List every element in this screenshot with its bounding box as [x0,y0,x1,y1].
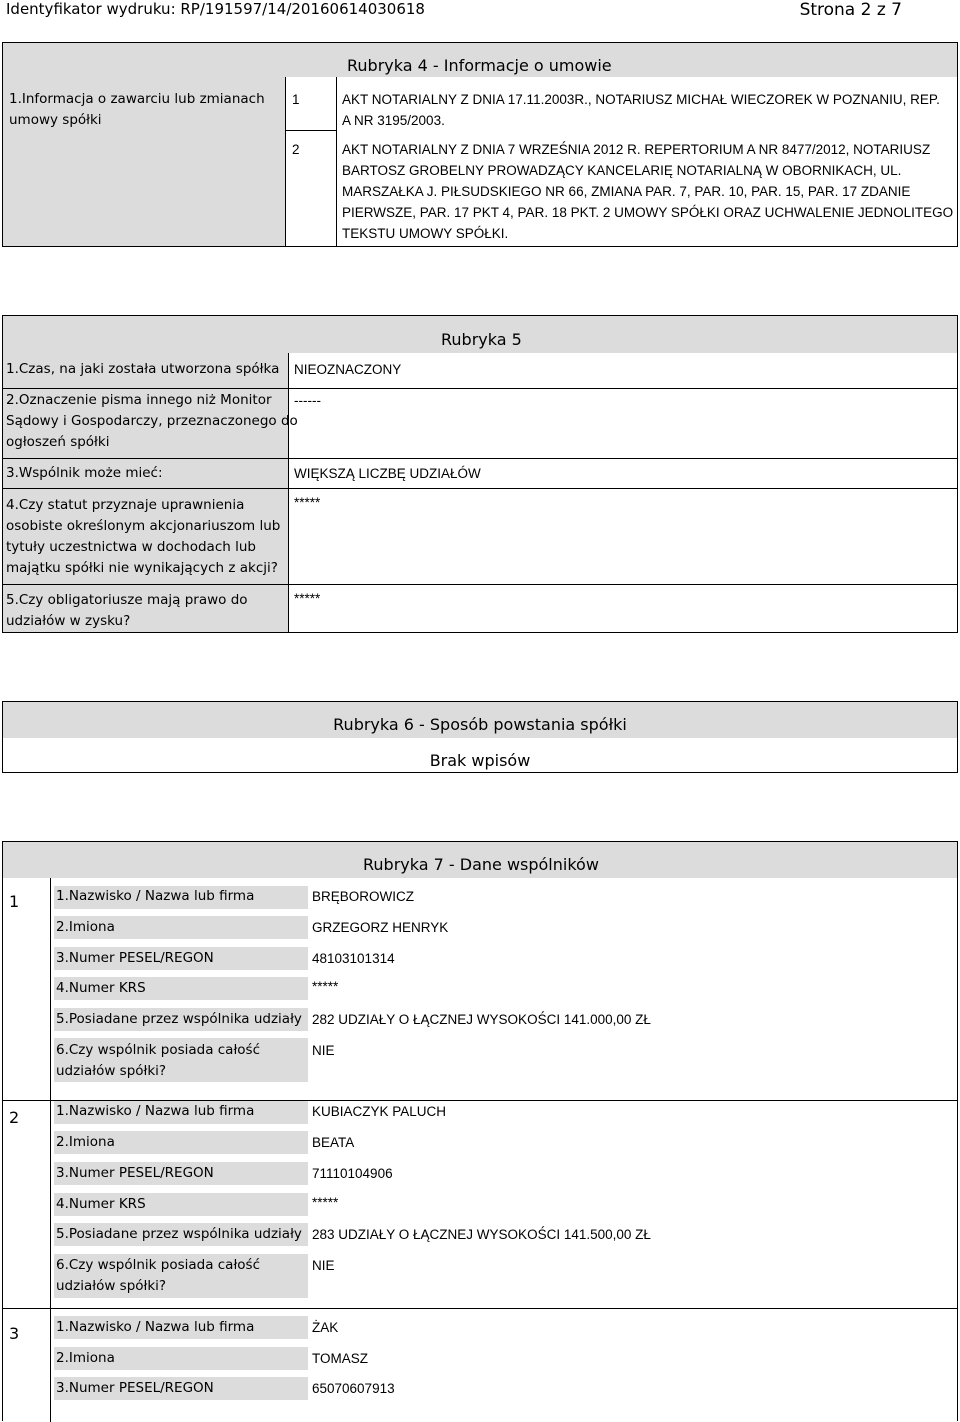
partner-number: 2 [9,1108,20,1127]
partner-name-value: ŻAK [312,1320,339,1335]
partner-krs-label [56,1194,146,1215]
section-title: Rubryka 6 - Sposób powstania spółki [333,715,627,734]
divider [50,878,51,1422]
partner-number: 1 [9,892,20,911]
text-line: majątku spółki nie wynikających z akcji? [6,560,278,576]
partner-pesel-value: 48103101314 [312,951,395,966]
print-identifier: Identyfikator wydruku: RP/191597/14/20160614030618 [6,0,425,18]
text-line: 3.Numer PESEL/REGON [56,1165,214,1181]
text-line: 5.Posiadane przez wspólnika udziały [56,1011,302,1027]
partner-firstnames-value: GRZEGORZ HENRYK [312,920,449,935]
partner-name-label [56,1317,254,1338]
partner-shares-label [56,1224,302,1245]
text-line: udziałów spółki? [56,1278,167,1294]
agreement-item-number: 2 [292,142,300,157]
text-line: 4.Czy statut przyznaje uprawnienia [6,497,245,513]
page-number: Strona 2 z 7 [799,0,902,20]
shares-value: WIĘKSZĄ LICZBĘ UDZIAŁÓW [294,466,481,481]
text-line: 2.Oznaczenie pisma innego niż Monitor [6,392,272,408]
partner-pesel-label [56,948,214,969]
partner-pesel-value: 71110104906 [312,1166,393,1181]
text-line: 1.Czas, na jaki została utworzona spółka [6,361,280,377]
divider [3,488,957,489]
text-line: A NR 3195/2003. [342,113,445,128]
text-line: 3.Wspólnik może mieć: [6,465,163,481]
text-line: udziałów w zysku? [6,613,131,629]
divider [3,458,957,459]
text-line: TEKSTU UMOWY SPÓŁKI. [342,226,509,241]
text-line: BARTOSZ GROBELNY PROWADZĄCY KANCELARIĘ NOTARIALNĄ W OBORNIKACH, UL. [342,163,902,178]
section-title: Rubryka 4 - Informacje o umowie [347,56,612,75]
partner-firstnames-label [56,917,115,938]
partner-number: 3 [9,1324,20,1343]
text-line: AKT NOTARIALNY Z DNIA 7 WRZEŚNIA 2012 R. REPERTORIUM A NR 8477/2012, NOTARIUSZ [342,142,931,157]
text-line: 5.Czy obligatoriusze mają prawo do [6,592,248,608]
partner-name-value: KUBIACZYK PALUCH [312,1104,447,1119]
agreement-item-number: 1 [292,92,300,107]
term-label [6,359,279,380]
section-rubryka-7 [2,841,958,1421]
text-line: tytuły uczestnictwa w dochodach lub [6,539,256,555]
partner-whole-label [56,1255,260,1297]
no-entries-text: Brak wpisów [429,751,531,770]
partner-shares-value: 282 UDZIAŁY O ŁĄCZNEJ WYSOKOŚCI 141.000,00 ZŁ [312,1012,651,1027]
text-line: udziałów spółki? [56,1063,167,1079]
text-line: ogłoszeń spółki [6,434,110,450]
text-line: osobiste określonym akcjonariuszom lub [6,518,281,534]
publication-label [6,390,298,453]
term-value: NIEOZNACZONY [294,362,402,377]
bondholders-label [6,590,248,632]
partner-krs-label [56,978,146,999]
section-rubryka-5 [2,315,958,633]
partner-shares-label [56,1009,302,1030]
text-line: Sądowy i Gospodarczy, przeznaczonego do [6,413,298,429]
partner-firstnames-value: TOMASZ [312,1351,369,1366]
partner-firstnames-label [56,1348,115,1369]
partner-krs-value: ***** [312,979,339,994]
text-line: MARSZAŁKA J. PIŁSUDSKIEGO NR 66, ZMIANA PAR. 7, PAR. 10, PAR. 15, PAR. 17 ZDANIE [342,184,911,199]
agreement-item-text [342,89,940,131]
text-line: 6.Czy wspólnik posiada całość [56,1042,261,1058]
text-line: 1.Nazwisko / Nazwa lub firma [56,1103,255,1119]
section-rubryka-4 [2,42,958,247]
text-line: 3.Numer PESEL/REGON [56,1380,214,1396]
text-line: AKT NOTARIALNY Z DNIA 17.11.2003R., NOTARIUSZ MICHAŁ WIECZOREK W POZNANIU, REP. [342,92,940,107]
shares-label [6,463,163,484]
publication-value: ------ [294,393,321,408]
text-line: 5.Posiadane przez wspólnika udziały [56,1226,302,1242]
divider [3,1308,957,1309]
divider [285,130,336,131]
partner-shares-value: 283 UDZIAŁY O ŁĄCZNEJ WYSOKOŚCI 141.500,00 ZŁ [312,1227,651,1242]
partner-whole-value: NIE [312,1258,335,1273]
divider [3,584,957,585]
partner-whole-value: NIE [312,1043,335,1058]
text-line: 1.Nazwisko / Nazwa lub firma [56,1319,255,1335]
partner-pesel-label [56,1163,214,1184]
divider [336,77,337,246]
partner-whole-label [56,1040,260,1082]
partner-firstnames-label [56,1132,115,1153]
partner-krs-value: ***** [312,1195,339,1210]
statute-rights-label [6,495,280,579]
text-line: 3.Numer PESEL/REGON [56,950,214,966]
divider [285,77,286,246]
bondholders-value: ***** [294,591,321,606]
text-line: 6.Czy wspólnik posiada całość [56,1257,261,1273]
agreement-label [9,89,279,131]
section-title: Rubryka 5 [441,330,522,349]
text-line: 4.Numer KRS [56,980,146,996]
partner-name-value: BRĘBOROWICZ [312,889,415,904]
text-line: 4.Numer KRS [56,1196,146,1212]
text-line: 2.Imiona [56,919,115,935]
partner-pesel-label [56,1378,214,1399]
partner-firstnames-value: BEATA [312,1135,355,1150]
text-line: PIERWSZE, PAR. 17 PKT 4, PAR. 18 PKT. 2 UMOWY SPÓŁKI ORAZ UCHWALENIE JEDNOLITEGO [342,205,954,220]
section-title: Rubryka 7 - Dane wspólników [363,855,599,874]
divider [3,388,957,389]
partner-name-label [56,886,254,907]
partner-pesel-value: 65070607913 [312,1381,395,1396]
agreement-label-text: 1.Informacja o zawarciu lub zmianach umowy spółki [9,91,265,128]
text-line: 2.Imiona [56,1134,115,1150]
text-line: 1.Nazwisko / Nazwa lub firma [56,888,255,904]
partner-name-label [56,1101,254,1122]
statute-rights-value: ***** [294,495,321,510]
text-line: 2.Imiona [56,1350,115,1366]
agreement-item-text [342,139,953,244]
section-rubryka-6 [2,701,958,773]
